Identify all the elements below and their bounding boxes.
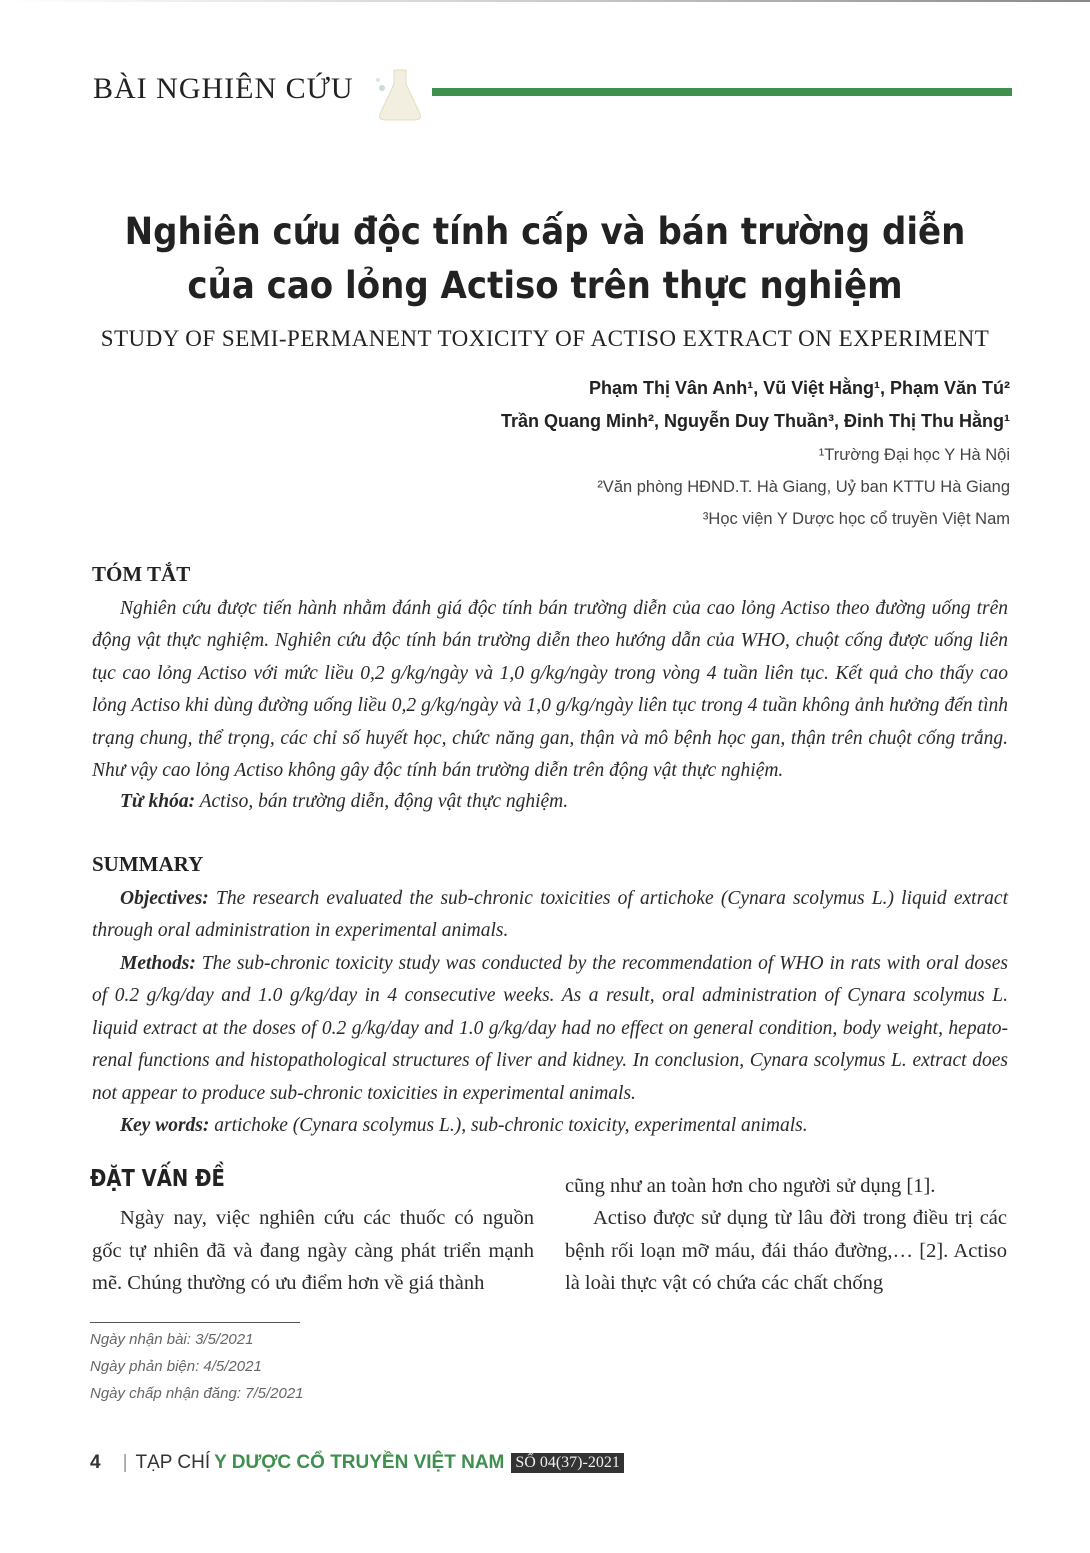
authors-line-1: Phạm Thị Vân Anh¹, Vũ Việt Hằng¹, Phạm Văn Tú² [588, 378, 1010, 398]
abstract-body: Nghiên cứu được tiến hành nhằm đánh giá độc tính bán trường diễn của cao lỏng Actiso theo đường uống trên động vật thực nghiệm. Nghiên cứu độc tính bán trường diễn theo hướng dẫn của WHO, chuột cống được uống liên tục cao lỏng Actiso với mức liều 0,2 g/kg/ngày và 1,0 g/kg/ngày trong vòng 4 tuần liên tục. Kết quả cho thấy cao lỏng Actiso khi dùng đường uống liều 0,2 g/kg/ngày và 1,0 g/kg/ngày liên tục trong 4 tuần không ảnh hưởng đến tình trạng chung, thể trọng, các chỉ số huyết học, chức năng gan, thận và mô bệnh học gan, thận trên chuột cống trắng. Như vậy cao lỏng Actiso không gây độc tính bán trường diễn trên động vật thực nghiệm. [92, 598, 1008, 782]
title-line-2: của cao lỏng Actiso trên thực nghiệm [187, 264, 903, 307]
page-footer [90, 1452, 624, 1474]
english-title: STUDY OF SEMI-PERMANENT TOXICITY OF ACTISO EXTRACT ON EXPERIMENT [100, 326, 990, 351]
summary-keywords-text: artichoke (Cynara scolymus L.), sub-chronic toxicity, experimental animals. [209, 1115, 808, 1136]
footer-separator: | [122, 1452, 128, 1473]
section-label: BÀI NGHIÊN CỨU [93, 72, 354, 105]
affiliation-1: ¹Trường Đại học Y Hà Nội [818, 446, 1010, 464]
journal-prefix: TẠP CHÍ [135, 1452, 211, 1473]
intro-heading: ĐẶT VẤN ĐỀ [90, 1166, 225, 1192]
top-border [0, 0, 1090, 2]
affiliation-2: ²Văn phòng HĐND.T. Hà Giang, Uỷ ban KTTU Hà Giang [597, 478, 1010, 496]
title-line-1: Nghiên cứu độc tính cấp và bán trường diễn [124, 210, 966, 253]
intro-left-column: Ngày nay, việc nghiên cứu các thuốc có nguồn gốc tự nhiên đã và đang ngày càng phát triển mạnh mẽ. Chúng thường có ưu điểm hơn về giá thành [92, 1207, 534, 1294]
article-title [99, 205, 991, 313]
intro-right-paragraph: Actiso được sử dụng từ lâu đời trong điều trị các bệnh rối loạn mỡ máu, đái tháo đường,… [2]. Actiso là loài thực vật có chứa các chất chống [565, 1207, 1007, 1294]
objectives-label: Objectives: [120, 888, 209, 909]
keywords-text: Actiso, bán trường diễn, động vật thực nghiệm. [195, 791, 569, 812]
page-number: 4 [90, 1452, 101, 1473]
abstract-keywords [92, 786, 1008, 818]
methods-text: The sub-chronic toxicity study was conducted by the recommendation of WHO in rats with oral doses of 0.2 g/kg/day and 1.0 g/kg/day in 4 consecutive weeks. As a result, oral administration of Cynara scolymus L. liquid extract at the doses of 0.2 g/kg/day and 1.0 g/kg/day had no effect on general condition, body weight, hepato-renal functions and histopathological structures of liver and kidney. In conclusion, Cynara scolymus L. extract does not appear to produce sub-chronic toxicities in experimental animals. [92, 953, 1008, 1104]
footnote-received: Ngày nhận bài: 3/5/2021 [90, 1331, 254, 1348]
summary-methods [92, 948, 1008, 1110]
summary-objectives [92, 883, 1008, 948]
keywords-label: Từ khóa: [120, 791, 196, 812]
header-rule [432, 88, 1012, 96]
methods-label: Methods: [120, 953, 196, 974]
journal-name: Y DƯỢC CỔ TRUYỀN VIỆT NAM [214, 1452, 505, 1473]
summary-keywords [92, 1110, 1008, 1142]
footnote-accepted: Ngày chấp nhận đăng: 7/5/2021 [90, 1385, 304, 1402]
flask-icon [372, 66, 428, 122]
summary-keywords-label: Key words: [120, 1115, 210, 1136]
authors-line-2: Trần Quang Minh², Nguyễn Duy Thuần³, Đinh Thị Thu Hằng¹ [501, 411, 1010, 431]
summary-heading: SUMMARY [92, 852, 204, 876]
intro-right-continuation: cũng như an toàn hơn cho người sử dụng [1]. [565, 1175, 936, 1197]
issue-badge: SỐ 04(37)-2021 [511, 1453, 623, 1473]
affiliation-3: ³Học viện Y Dược học cổ truyền Việt Nam [702, 510, 1010, 528]
footnote-rule [90, 1322, 300, 1323]
abstract-heading: TÓM TẮT [92, 562, 191, 586]
objectives-text: The research evaluated the sub-chronic toxicities of artichoke (Cynara scolymus L.) liquid extract through oral administration in experimental animals. [92, 888, 1008, 942]
footnote-reviewed: Ngày phản biện: 4/5/2021 [90, 1358, 262, 1375]
